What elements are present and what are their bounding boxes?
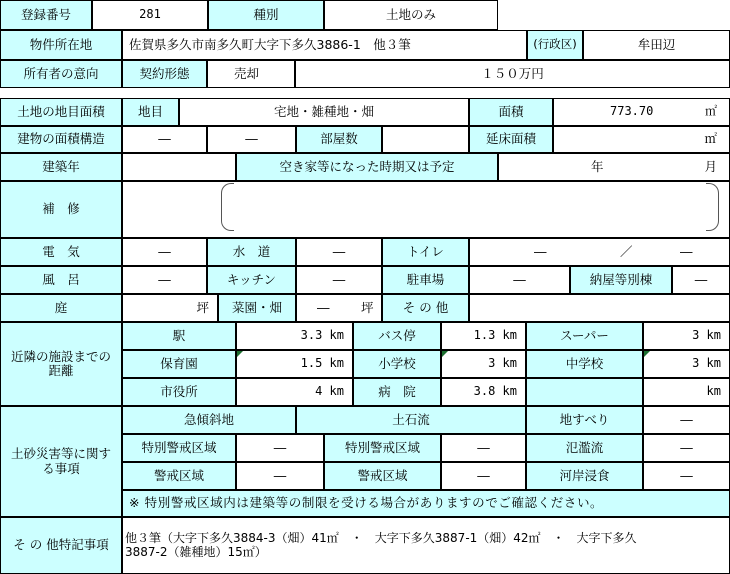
land-area-label: 土地の地目面積 [0,98,122,126]
parking-value: ― [469,266,570,294]
slope-warning-zone-value: ― [236,462,324,490]
contract-type-label: 契約形態 [122,60,207,88]
slope-special-zone-value: ― [236,434,324,462]
garden-label: 庭 [0,294,122,322]
bank-erosion-label: 河岸浸食 [526,462,643,490]
property-location-label: 物件所在地 [0,30,122,60]
built-year-value [122,153,236,181]
facility-distance: 3 km [643,350,730,378]
bath-value: ― [122,266,207,294]
facility-distance: 3 km [643,322,730,350]
facility-name: 保育園 [122,350,236,378]
toilet-value-a: ― [534,243,547,259]
floor-area-unit: ㎡ [553,126,730,153]
vacant-period-label: 空き家等になった時期又は予定 [236,153,498,181]
other-notes-label: そ の 他特記事項 [0,517,122,574]
year-unit: 年 [591,158,604,174]
toilet-value-b: ― [680,243,693,259]
debris-special-zone-value: ― [441,434,526,462]
vegetable-garden-amount: ― [317,299,330,315]
facility-distance: 3.3 km [236,322,353,350]
land-area-value [553,98,730,126]
steep-slope-label: 急傾斜地 [122,406,296,434]
water-label: 水 道 [207,238,296,266]
type-value: 土地のみ [324,0,498,30]
building-area-label: 建物の面積構造 [0,126,122,153]
facility-distance: 1.3 km [441,322,526,350]
electric-label: 電 気 [0,238,122,266]
type-label: 種別 [208,0,324,30]
landslide-label: 地すべり [526,406,643,434]
facility-name: バス停 [353,322,441,350]
toilet-label: トイレ [382,238,469,266]
water-value: ― [296,238,382,266]
garden-unit: 坪 [122,294,218,322]
facility-distance: 1.5 km [236,350,353,378]
land-area-number: 773.70 [610,104,654,119]
repair-label: 補 修 [0,181,122,238]
garden-other-label: そ の 他 [382,294,469,322]
rooms-value [382,126,469,153]
other-notes-line-1: 他３筆（大字下多久3884-3（畑）41㎡ ・ 大字下多久3887-1（畑）42㎡ ・ 大字下多久 [125,530,637,545]
district-value: 牟田辺 [583,30,730,60]
facility-name: 病 院 [353,378,441,406]
building-value-2: ― [207,126,296,153]
toilet-separator: ／ [620,243,633,259]
kitchen-label: キッチン [207,266,296,294]
hazard-label: 土砂災害等に関する事項 [0,406,122,517]
shed-value: ― [672,266,730,294]
vegetable-garden-unit: 坪 [361,299,374,315]
facility-distance: 4 km [236,378,353,406]
flood-flow-value: ― [643,434,730,462]
district-label: (行政区) [527,30,583,60]
land-area-unit: ㎡ [704,104,717,119]
shed-label: 納屋等別棟 [570,266,672,294]
land-category-label: 地目 [122,98,179,126]
bath-label: 風 呂 [0,266,122,294]
landslide-value: ― [643,406,730,434]
facility-name: スーパー [526,322,643,350]
flood-flow-label: 氾濫流 [526,434,643,462]
garden-other-value [469,294,730,322]
slope-special-zone-label: 特別警戒区域 [122,434,236,462]
vegetable-garden-label: 菜園・畑 [218,294,296,322]
other-notes-value [122,517,730,574]
toilet-value [469,238,730,266]
slope-warning-zone-label: 警戒区域 [122,462,236,490]
facility-name: 小学校 [353,350,441,378]
debris-flow-label: 土石流 [296,406,526,434]
contract-type-value: 売却 [207,60,295,88]
repair-bracket-close [706,183,719,231]
floor-area-label: 延床面積 [469,126,553,153]
land-area-field-label: 面積 [469,98,553,126]
other-notes-line-2: 3887-2（雑種地）15㎡） [125,544,267,559]
facility-name: 中学校 [526,350,643,378]
debris-warning-zone-label: 警戒区域 [324,462,441,490]
owner-intention-label: 所有者の意向 [0,60,122,88]
facility-name [526,378,643,406]
electric-value: ― [122,238,207,266]
parking-label: 駐車場 [382,266,469,294]
kitchen-value: ― [296,266,382,294]
building-value-1: ― [122,126,207,153]
facility-distance: 3.8 km [441,378,526,406]
debris-special-zone-label: 特別警戒区域 [324,434,441,462]
rooms-label: 部屋数 [296,126,382,153]
facility-name: 駅 [122,322,236,350]
registration-number-value: 281 [92,0,208,30]
nearby-facilities-label: 近隣の施設までの距離 [0,322,122,406]
debris-warning-zone-value: ― [441,462,526,490]
vacant-period-value [498,153,730,181]
registration-number-label: 登録番号 [0,0,92,30]
facility-name: 市役所 [122,378,236,406]
facility-distance: 3 km [441,350,526,378]
bank-erosion-value: ― [643,462,730,490]
hazard-note: ※ 特別警戒区域内は建築等の制限を受ける場合がありますのでご確認ください。 [122,490,730,517]
repair-bracket-open [221,183,234,231]
built-year-label: 建築年 [0,153,122,181]
vegetable-garden-value [296,294,382,322]
land-category-value: 宅地・雑種地・畑 [179,98,469,126]
property-address: 佐賀県多久市南多久町大字下多久3886-1 他３筆 [122,30,527,60]
price-value: １５０万円 [295,60,730,88]
facility-distance: km [643,378,730,406]
month-unit: 月 [704,158,717,174]
repair-value [122,181,730,238]
